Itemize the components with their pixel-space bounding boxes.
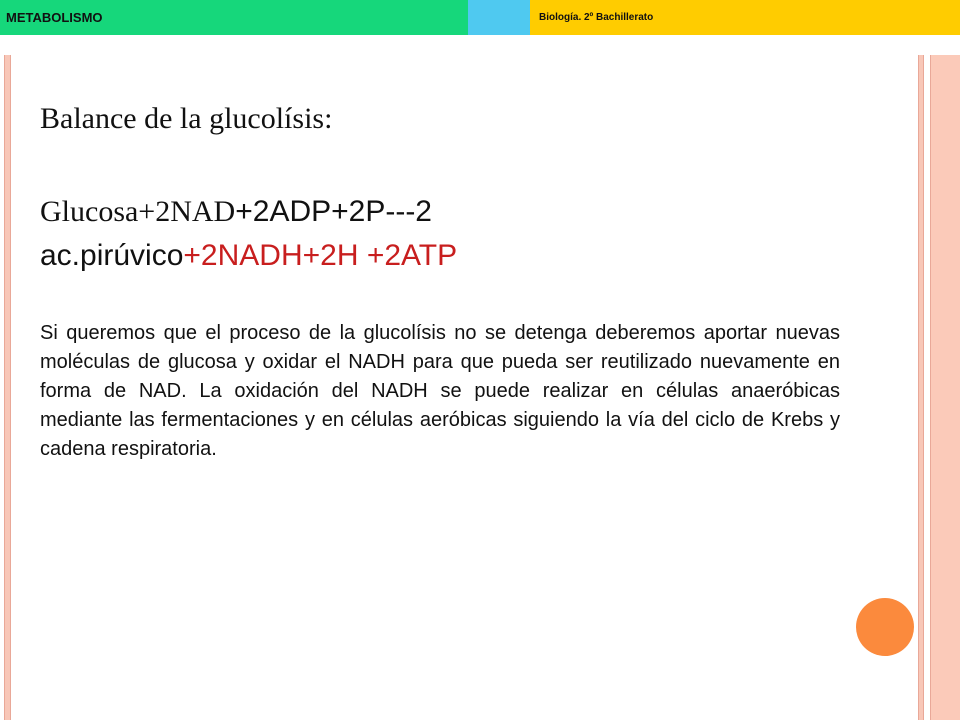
right-decorative-border-wide [930, 55, 960, 720]
glycolysis-equation [40, 190, 840, 278]
equation-adp: +2ADP+2P---2 [235, 195, 432, 228]
equation-pyruvic: ac.pirúvico [40, 239, 184, 272]
equation-glucose-nad: Glucosa+2NAD [40, 195, 236, 228]
decorative-orange-circle [856, 598, 914, 656]
equation-atp: +2ATP [358, 239, 458, 272]
right-decorative-border-thin [918, 55, 924, 720]
explanation-paragraph [40, 319, 840, 464]
paragraph-part-a: Si queremos que el proceso de la glucolísis no se detenga deberemos aportar nuevas moléculas de glucosa y oxidar el NADH para que pueda ser reutilizado nuevamente en forma de NAD [40, 322, 840, 402]
paragraph-part-b: . La oxidación del NADH se puede realizar en células anaeróbicas mediante las fermentaciones y en células aeróbicas siguiendo la vía del ciclo de Krebs y cadena respiratoria. [40, 380, 840, 460]
slide-title: Balance de la glucolísis: [40, 102, 333, 135]
header-bar [0, 0, 960, 35]
equation-nadh: +2NADH+2H [183, 239, 359, 272]
header-topic-label: METABOLISMO [6, 10, 103, 25]
header-course-label: Biología. 2º Bachillerato [539, 12, 654, 23]
left-decorative-border [4, 55, 11, 720]
header-blue-section [468, 0, 530, 35]
